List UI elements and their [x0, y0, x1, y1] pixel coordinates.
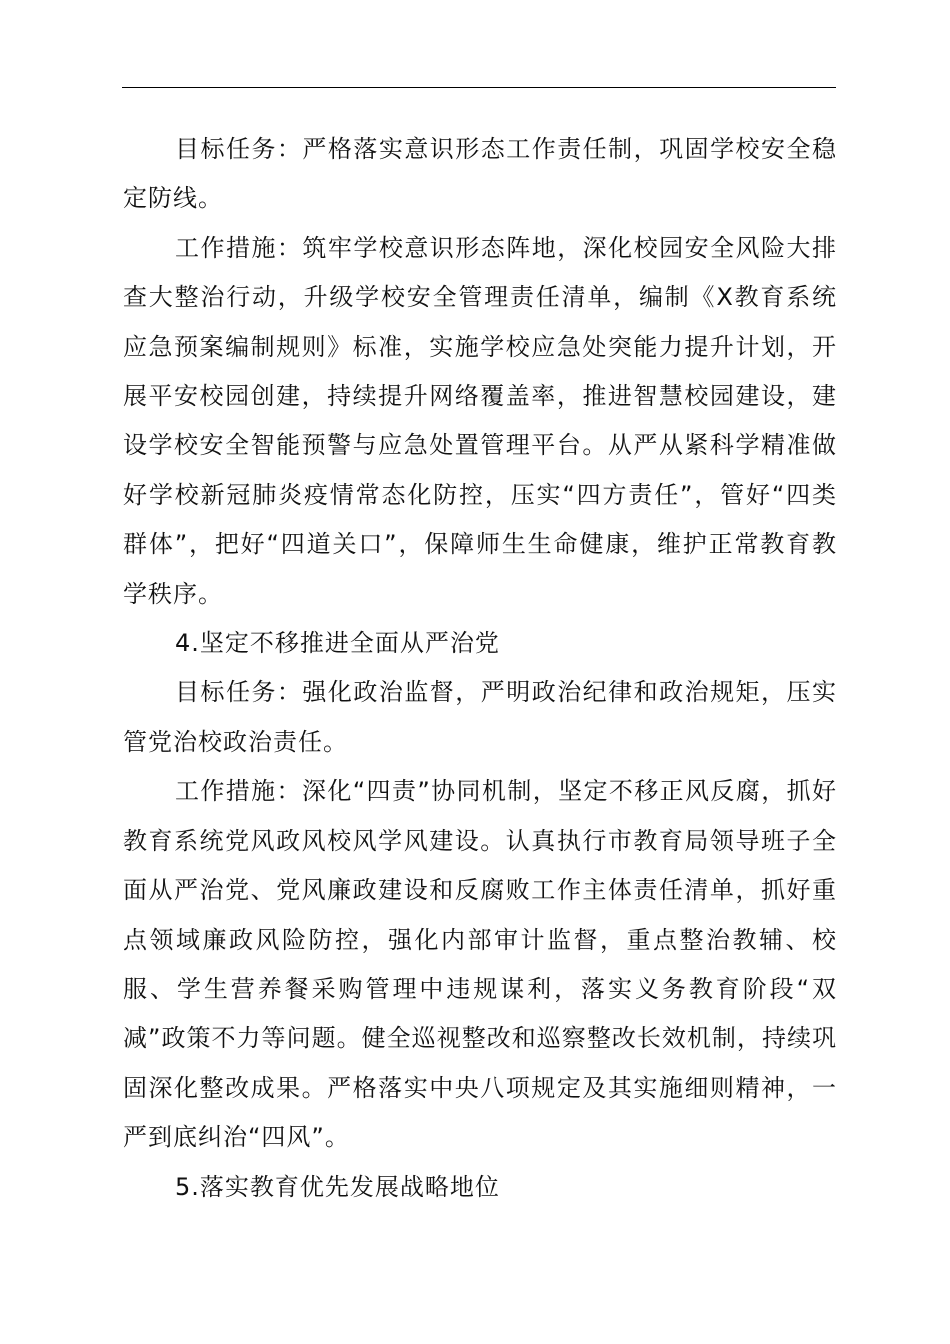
section-heading: 4.坚定不移推进全面从严治党	[175, 629, 500, 658]
measures-paragraph: 工作措施：筑牢学校意识形态阵地，深化校园安全风险大排查大整治行动，升级学校安全管理责任清单，编制《X教育系统应急预案编制规则》标准，实施学校应急处突能力提升计划，开展平安校园创建，持续提升网络覆盖率，推进智慧校园建设，建设学校安全智能预警与应急处置管理平台。从严从紧科学精准做好学校新冠肺炎疫情常态化防控，压实“四方责任”，管好“四类群体”，把好“四道关口”，保障师生生命健康，维护正常教育教学秩序。	[123, 233, 837, 608]
document-body	[123, 125, 837, 1212]
section-heading: 5.落实教育优先发展战略地位	[175, 1172, 500, 1201]
goal-paragraph: 目标任务：强化政治监督，严明政治纪律和政治规矩，压实管党治校政治责任。	[123, 678, 837, 756]
measures-paragraph: 工作措施：深化“四责”协同机制，坚定不移正风反腐，抓好教育系统党风政风校风学风建设。认真执行市教育局领导班子全面从严治党、党风廉政建设和反腐败工作主体责任清单，抓好重点领域廉政风险防控，强化内部审计监督，重点整治教辅、校服、学生营养餐采购管理中违规谋利，落实义务教育阶段“双减”政策不力等问题。健全巡视整改和巡察整改长效机制，持续巩固深化整改成果。严格落实中央八项规定及其实施细则精神，一严到底纠治“四风”。	[123, 777, 837, 1152]
header-rule	[122, 87, 836, 88]
goal-paragraph: 目标任务：严格落实意识形态工作责任制，巩固学校安全稳定防线。	[123, 135, 837, 213]
